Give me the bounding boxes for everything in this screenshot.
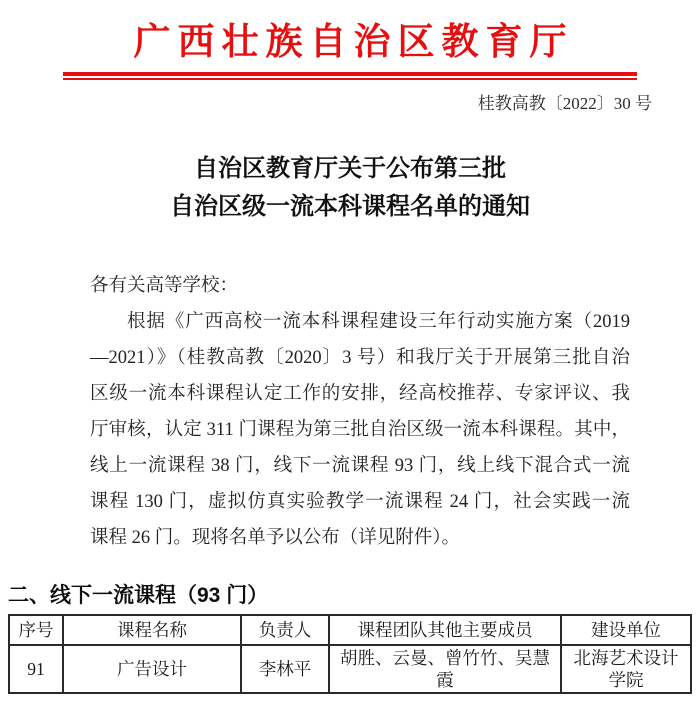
header-cell-seq: 序号: [9, 615, 63, 645]
cell-seq: 91: [9, 645, 63, 693]
body-paragraph-line: 课程 26 门。现将名单予以公布（详见附件）。: [90, 528, 461, 548]
table-row: [9, 645, 691, 693]
separator-rule-thin-line: [63, 78, 637, 80]
body-paragraph-line: 区级一流本科课程认定工作的安排，经高校推荐、专家评议、我: [90, 384, 630, 404]
cell-team: 胡胜、云曼、曾竹竹、吴慧霞: [329, 645, 561, 693]
body-paragraph-line: 课程 130 门，虚拟仿真实验教学一流课程 24 门，社会实践一流: [90, 492, 630, 512]
letterhead-separator-rule: [63, 72, 637, 80]
notice-body: [90, 268, 630, 556]
section-heading-offline-courses: 二、线下一流课程（93 门）: [8, 584, 269, 607]
cell-course: 广告设计: [63, 645, 241, 693]
header-cell-leader: 负责人: [241, 615, 329, 645]
separator-rule-thick-line: [63, 72, 637, 76]
body-paragraph-line: 厅审核，认定 311 门课程为第三批自治区级一流本科课程。其中，: [90, 420, 630, 440]
courses-table: [8, 614, 692, 694]
notice-title: [0, 150, 700, 226]
body-paragraph-line: 根据《广西高校一流本科课程建设三年行动实施方案（2019: [127, 312, 630, 332]
header-cell-course: 课程名称: [63, 615, 241, 645]
table-header-row: [9, 615, 691, 645]
header-cell-team: 课程团队其他主要成员: [329, 615, 561, 645]
cell-unit: 北海艺术设计学院: [561, 645, 691, 693]
body-paragraph-line: 线上一流课程 38 门，线下一流课程 93 门，线上线下混合式一流: [90, 456, 630, 476]
cell-leader: 李林平: [241, 645, 329, 693]
document-number: 桂教高教〔2022〕30 号: [477, 94, 652, 113]
header-cell-unit: 建设单位: [561, 615, 691, 645]
notice-title-line-2: 自治区级一流本科课程名单的通知: [170, 194, 530, 220]
notice-title-line-1: 自治区教育厅关于公布第三批: [194, 156, 506, 182]
body-paragraph-line: —2021）》（桂教高教〔2020〕3 号）和我厅关于开展第三批自治: [90, 348, 630, 368]
agency-letterhead-title: 广西壮族自治区教育厅: [133, 22, 574, 63]
salutation-line: 各有关高等学校：: [90, 276, 239, 296]
